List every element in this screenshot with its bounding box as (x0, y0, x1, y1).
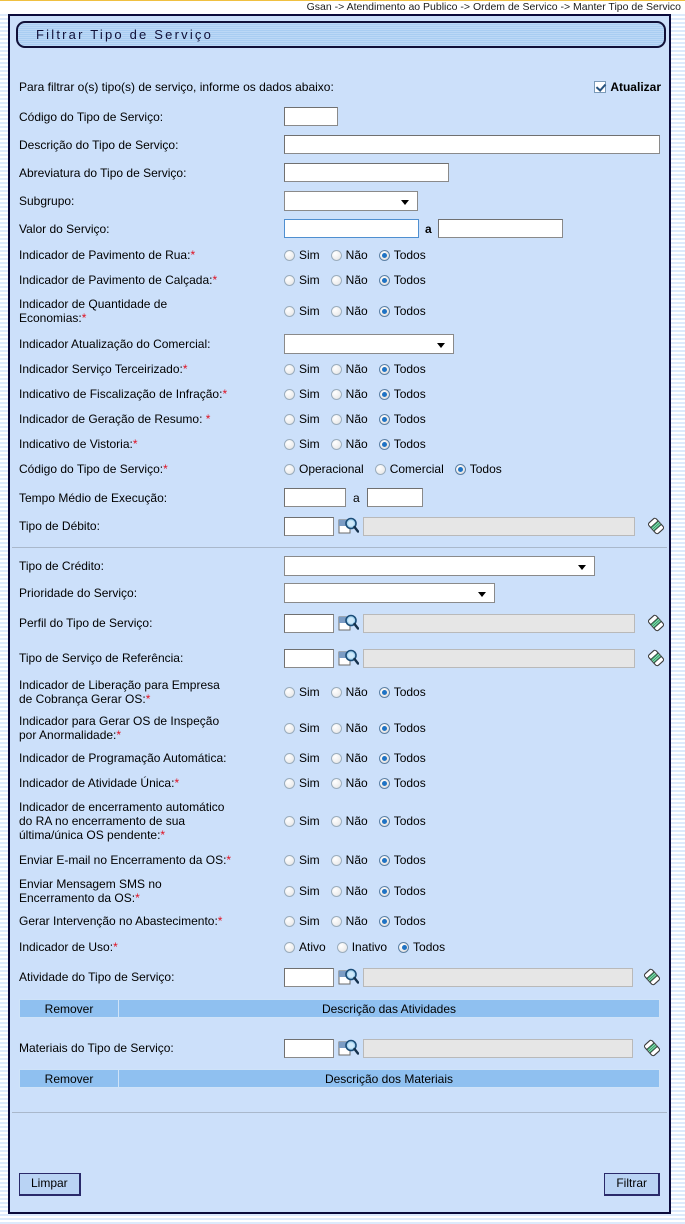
radio-liberacao-empresa-cobranca-nao[interactable]: Não (331, 685, 368, 699)
row-perfil-tipo-servico (10, 613, 669, 633)
label-codigo-tipo-servico: Código do Tipo de Serviço: (19, 109, 164, 124)
radio-icon[interactable] (398, 942, 409, 953)
label-pavimento-rua: Indicador de Pavimento de Rua:* (19, 248, 196, 262)
radio-encerramento-automatico-ra-todos[interactable]: Todos (379, 814, 426, 828)
radio-icon[interactable] (284, 753, 295, 764)
label-enviar-sms-encerramento: Enviar Mensagem SMS no Encerramento da OS:* (19, 877, 162, 905)
radio-atividade-unica-nao[interactable]: Não (331, 776, 368, 790)
radio-icon[interactable] (379, 687, 390, 698)
radio-icon[interactable] (284, 306, 295, 317)
label-tempo-medio-execucao: Tempo Médio de Execução: (19, 490, 168, 505)
materiais-remover-header[interactable]: Remover (19, 1069, 119, 1088)
row-abreviatura-tipo-servico (10, 163, 669, 182)
radio-icon[interactable] (379, 886, 390, 897)
radiogroup-encerramento-automatico-ra[interactable] (284, 814, 437, 828)
filter-form (10, 52, 669, 1212)
radiogroup-gerar-intervencao-abastecimento[interactable] (284, 914, 437, 928)
radiogroup-codigo-tipo-servico-classe[interactable] (284, 462, 513, 476)
row-tipo-servico-referencia (10, 648, 669, 668)
radio-enviar-email-todos[interactable]: Todos (379, 853, 426, 867)
radiogroup-pavimento-rua[interactable] (284, 248, 437, 262)
materiais-tipo-servico-code-input[interactable] (284, 1039, 334, 1058)
radio-gerar-intervencao-todos[interactable]: Todos (379, 914, 426, 928)
eraser-icon[interactable] (646, 648, 666, 668)
label-perfil-tipo-servico: Perfil do Tipo de Serviço: (19, 616, 153, 630)
radio-icon[interactable] (455, 464, 466, 475)
radio-pavimento-rua-sim[interactable]: Sim (284, 248, 320, 262)
tipo-debito-code-input[interactable] (284, 517, 334, 536)
radio-enviar-sms-nao[interactable]: Não (331, 884, 368, 898)
radio-geracao-resumo-nao[interactable]: Não (331, 412, 368, 426)
label-atividade-tipo-servico: Atividade do Tipo de Serviço: (19, 970, 175, 984)
radio-icon[interactable] (331, 414, 342, 425)
radiogroup-servico-terceirizado[interactable] (284, 362, 437, 376)
valor-servico-to-input[interactable] (438, 219, 563, 238)
radiogroup-enviar-sms-encerramento[interactable] (284, 884, 437, 898)
radio-quantidade-economias-sim[interactable]: Sim (284, 304, 320, 318)
radio-gerar-os-inspecao-todos[interactable]: Todos (379, 721, 426, 735)
radio-icon[interactable] (379, 723, 390, 734)
radio-programacao-automatica-todos[interactable]: Todos (379, 751, 426, 765)
radio-icon[interactable] (284, 464, 295, 475)
tipo-credito-select[interactable] (284, 556, 595, 576)
radiogroup-indicador-uso[interactable] (284, 940, 456, 954)
row-programacao-automatica (10, 751, 669, 765)
prioridade-servico-select[interactable] (284, 583, 495, 603)
radio-icon[interactable] (379, 855, 390, 866)
radio-icon[interactable] (331, 886, 342, 897)
radio-icon[interactable] (379, 816, 390, 827)
row-prioridade-servico (10, 583, 669, 603)
radio-gerar-intervencao-nao[interactable]: Não (331, 914, 368, 928)
radio-icon[interactable] (379, 916, 390, 927)
descricao-tipo-servico-input[interactable] (284, 135, 660, 154)
radio-pavimento-calcada-todos[interactable]: Todos (379, 273, 426, 287)
radio-liberacao-empresa-cobranca-sim[interactable]: Sim (284, 685, 320, 699)
radio-icon[interactable] (331, 306, 342, 317)
radio-icon[interactable] (284, 855, 295, 866)
label-enviar-email-encerramento: Enviar E-mail no Encerramento da OS:* (19, 853, 232, 867)
tipo-servico-referencia-code-input[interactable] (284, 649, 334, 668)
atualizar-checkbox-group[interactable] (594, 80, 661, 94)
tipo-debito-description-input (363, 517, 635, 536)
search-icon[interactable] (338, 1038, 359, 1058)
row-quantidade-economias (10, 297, 669, 325)
radio-icon[interactable] (284, 723, 295, 734)
label-prioridade-servico: Prioridade do Serviço: (19, 586, 138, 600)
radio-icon[interactable] (379, 414, 390, 425)
radio-enviar-sms-todos[interactable]: Todos (379, 884, 426, 898)
radio-indicador-uso-todos[interactable]: Todos (398, 940, 445, 954)
radio-icon[interactable] (284, 816, 295, 827)
label-indicador-atualizacao-comercial: Indicador Atualização do Comercial: (19, 337, 211, 351)
radio-icon[interactable] (331, 723, 342, 734)
label-encerramento-automatico-ra: Indicador de encerramento automático do RA no encerramento de sua última/única OS pendente:* (19, 800, 225, 842)
label-abreviatura-tipo-servico: Abreviatura do Tipo de Serviço: (19, 165, 187, 180)
radiogroup-quantidade-economias[interactable] (284, 304, 437, 318)
radio-icon[interactable] (379, 250, 390, 261)
row-pavimento-rua (10, 248, 669, 262)
radio-gerar-intervencao-sim[interactable]: Sim (284, 914, 320, 928)
radio-encerramento-automatico-ra-nao[interactable]: Não (331, 814, 368, 828)
radio-icon[interactable] (331, 364, 342, 375)
radio-icon[interactable] (284, 942, 295, 953)
search-icon[interactable] (338, 967, 359, 987)
radio-icon[interactable] (331, 389, 342, 400)
label-quantidade-economias: Indicador de Quantidade de Economias:* (19, 297, 168, 325)
subgrupo-select[interactable] (284, 191, 418, 211)
radio-vistoria-sim[interactable]: Sim (284, 437, 320, 451)
row-codigo-tipo-servico (10, 107, 669, 126)
row-gerar-os-inspecao (10, 714, 669, 742)
radio-icon[interactable] (375, 464, 386, 475)
radiogroup-vistoria[interactable] (284, 437, 437, 451)
codigo-tipo-servico-input[interactable] (284, 107, 338, 126)
breadcrumb-bar (0, 0, 685, 14)
radio-icon[interactable] (331, 916, 342, 927)
row-tempo-medio-execucao (10, 488, 669, 507)
radiogroup-fiscalizacao-infracao[interactable] (284, 387, 437, 401)
label-indicador-uso: Indicador de Uso:* (19, 940, 118, 954)
label-gerar-os-inspecao: Indicador para Gerar OS de Inspeção por Anormalidade:* (19, 714, 220, 742)
atualizar-checkbox[interactable] (594, 81, 606, 93)
radio-geracao-resumo-sim[interactable]: Sim (284, 412, 320, 426)
radio-enviar-email-sim[interactable]: Sim (284, 853, 320, 867)
radio-vistoria-nao[interactable]: Não (331, 437, 368, 451)
valor-servico-separator: a (425, 221, 432, 236)
radiogroup-atividade-unica[interactable] (284, 776, 437, 790)
radio-liberacao-empresa-cobranca-todos[interactable]: Todos (379, 685, 426, 699)
radio-servico-terceirizado-sim[interactable]: Sim (284, 362, 320, 376)
row-enviar-email-encerramento (10, 853, 669, 867)
row-servico-terceirizado (10, 362, 669, 376)
radio-icon[interactable] (284, 389, 295, 400)
perfil-tipo-servico-description-input (363, 614, 635, 633)
radio-classe-todos[interactable]: Todos (455, 462, 502, 476)
radio-icon[interactable] (284, 687, 295, 698)
materiais-grid-header (19, 1069, 660, 1088)
radio-icon[interactable] (284, 439, 295, 450)
tipo-servico-referencia-description-input (363, 649, 635, 668)
filter-panel (8, 14, 671, 1214)
atividades-grid-header (19, 999, 660, 1018)
label-programacao-automatica: Indicador de Programação Automática: (19, 751, 227, 765)
row-tipo-credito (10, 556, 669, 576)
radio-gerar-os-inspecao-nao[interactable]: Não (331, 721, 368, 735)
label-valor-servico: Valor do Serviço: (19, 221, 110, 236)
radio-classe-operacional[interactable]: Operacional (284, 462, 364, 476)
label-pavimento-calcada: Indicador de Pavimento de Calçada:* (19, 273, 218, 287)
radio-quantidade-economias-todos[interactable]: Todos (379, 304, 426, 318)
radio-icon[interactable] (379, 439, 390, 450)
row-indicador-atualizacao-comercial (10, 334, 669, 354)
row-atividade-unica (10, 776, 669, 790)
label-subgrupo: Subgrupo: (19, 194, 75, 208)
radio-programacao-automatica-sim[interactable]: Sim (284, 751, 320, 765)
radio-encerramento-automatico-ra-sim[interactable]: Sim (284, 814, 320, 828)
radio-gerar-os-inspecao-sim[interactable]: Sim (284, 721, 320, 735)
label-liberacao-empresa-cobranca: Indicador de Liberação para Empresa de Cobrança Gerar OS:* (19, 678, 220, 706)
row-descricao-tipo-servico (10, 135, 669, 154)
valor-servico-from-input[interactable] (284, 219, 419, 238)
radio-icon[interactable] (331, 778, 342, 789)
row-encerramento-automatico-ra (10, 800, 669, 842)
radio-indicador-uso-ativo[interactable]: Ativo (284, 940, 326, 954)
materiais-descricao-header: Descrição dos Materiais (119, 1069, 660, 1088)
radio-pavimento-rua-nao[interactable]: Não (331, 248, 368, 262)
radio-pavimento-calcada-nao[interactable]: Não (331, 273, 368, 287)
search-icon[interactable] (338, 613, 359, 633)
row-fiscalizacao-infracao (10, 387, 669, 401)
radio-vistoria-todos[interactable]: Todos (379, 437, 426, 451)
page-title: Filtrar Tipo de Serviço (36, 27, 214, 42)
radio-icon[interactable] (284, 886, 295, 897)
label-tipo-servico-referencia: Tipo de Serviço de Referência: (19, 651, 184, 665)
radio-icon[interactable] (284, 916, 295, 927)
radio-pavimento-rua-todos[interactable]: Todos (379, 248, 426, 262)
row-gerar-intervencao-abastecimento (10, 914, 669, 928)
radio-icon[interactable] (331, 275, 342, 286)
row-materiais-tipo-servico (10, 1038, 669, 1058)
row-enviar-sms-encerramento (10, 877, 669, 905)
label-geracao-resumo: Indicador de Geração de Resumo: * (19, 412, 211, 426)
label-materiais-tipo-servico: Materiais do Tipo de Serviço: (19, 1041, 174, 1055)
label-tipo-credito: Tipo de Crédito: (19, 559, 104, 573)
radio-enviar-email-nao[interactable]: Não (331, 853, 368, 867)
radio-icon[interactable] (331, 687, 342, 698)
eraser-icon[interactable] (646, 613, 666, 633)
radio-enviar-sms-sim[interactable]: Sim (284, 884, 320, 898)
radio-icon[interactable] (331, 753, 342, 764)
radio-icon[interactable] (284, 778, 295, 789)
label-vistoria: Indicativo de Vistoria:* (19, 437, 138, 451)
radiogroup-geracao-resumo[interactable] (284, 412, 437, 426)
label-atividade-unica: Indicador de Atividade Única:* (19, 776, 180, 790)
radio-servico-terceirizado-nao[interactable]: Não (331, 362, 368, 376)
radio-icon[interactable] (331, 855, 342, 866)
radio-icon[interactable] (284, 250, 295, 261)
radiogroup-programacao-automatica[interactable] (284, 751, 437, 765)
radio-icon[interactable] (379, 275, 390, 286)
radio-atividade-unica-sim[interactable]: Sim (284, 776, 320, 790)
label-gerar-intervencao-abastecimento: Gerar Intervenção no Abastecimento:* (19, 914, 223, 928)
row-pavimento-calcada (10, 273, 669, 287)
row-geracao-resumo (10, 412, 669, 426)
atualizar-label: Atualizar (610, 80, 661, 94)
abreviatura-tipo-servico-input[interactable] (284, 163, 449, 182)
radio-icon[interactable] (284, 275, 295, 286)
indicador-atualizacao-comercial-select[interactable] (284, 334, 454, 354)
label-tipo-debito: Tipo de Débito: (19, 519, 100, 533)
search-icon[interactable] (338, 648, 359, 668)
row-liberacao-empresa-cobranca (10, 678, 669, 706)
radio-icon[interactable] (379, 389, 390, 400)
radiogroup-enviar-email-encerramento[interactable] (284, 853, 437, 867)
action-buttons (19, 1173, 660, 1196)
radio-icon[interactable] (331, 439, 342, 450)
row-valor-servico (10, 219, 669, 238)
tempo-medio-separator: a (353, 490, 360, 505)
radio-programacao-automatica-nao[interactable]: Não (331, 751, 368, 765)
tempo-medio-from-input[interactable] (284, 488, 346, 507)
atividades-remover-header[interactable]: Remover (19, 999, 119, 1018)
search-icon[interactable] (338, 516, 359, 536)
instruction-text: Para filtrar o(s) tipo(s) de serviço, informe os dados abaixo: (19, 80, 334, 94)
label-codigo-tipo-servico-classe: Código do Tipo de Serviço:* (19, 462, 168, 476)
row-vistoria (10, 437, 669, 451)
radio-atividade-unica-todos[interactable]: Todos (379, 776, 426, 790)
row-indicador-uso (10, 940, 669, 954)
limpar-button[interactable]: Limpar (19, 1173, 81, 1196)
label-descricao-tipo-servico: Descrição do Tipo de Serviço: (19, 137, 179, 152)
radio-icon[interactable] (337, 942, 348, 953)
radiogroup-pavimento-calcada[interactable] (284, 273, 437, 287)
perfil-tipo-servico-code-input[interactable] (284, 614, 334, 633)
row-tipo-debito (10, 516, 669, 536)
label-fiscalizacao-infracao: Indicativo de Fiscalização de Infração:* (19, 387, 228, 401)
section-divider (12, 547, 667, 548)
filtrar-button[interactable]: Filtrar (604, 1173, 660, 1196)
row-subgrupo (10, 191, 669, 211)
panel-titlebar (16, 21, 666, 48)
radio-icon[interactable] (379, 778, 390, 789)
materiais-tipo-servico-description-input (363, 1039, 633, 1058)
radio-fiscalizacao-infracao-todos[interactable]: Todos (379, 387, 426, 401)
eraser-icon[interactable] (642, 967, 662, 987)
radio-indicador-uso-inativo[interactable]: Inativo (337, 940, 387, 954)
eraser-icon[interactable] (646, 516, 666, 536)
atividade-tipo-servico-description-input (363, 968, 633, 987)
radio-fiscalizacao-infracao-nao[interactable]: Não (331, 387, 368, 401)
radiogroup-gerar-os-inspecao[interactable] (284, 721, 437, 735)
label-servico-terceirizado: Indicador Serviço Terceirizado:* (19, 362, 188, 376)
tempo-medio-to-input[interactable] (367, 488, 423, 507)
breadcrumb: Gsan -> Atendimento ao Publico -> Ordem de Servico -> Manter Tipo de Servico (306, 1, 681, 13)
radiogroup-liberacao-empresa-cobranca[interactable] (284, 685, 437, 699)
row-atividade-tipo-servico (10, 967, 669, 987)
radio-geracao-resumo-todos[interactable]: Todos (379, 412, 426, 426)
radio-icon[interactable] (284, 364, 295, 375)
radio-quantidade-economias-nao[interactable]: Não (331, 304, 368, 318)
eraser-icon[interactable] (642, 1038, 662, 1058)
lead-row (19, 80, 661, 94)
radio-pavimento-calcada-sim[interactable]: Sim (284, 273, 320, 287)
radio-fiscalizacao-infracao-sim[interactable]: Sim (284, 387, 320, 401)
radio-icon[interactable] (331, 250, 342, 261)
radio-icon[interactable] (379, 306, 390, 317)
atividades-descricao-header: Descrição das Atividades (119, 999, 660, 1018)
radio-icon[interactable] (379, 753, 390, 764)
radio-classe-comercial[interactable]: Comercial (375, 462, 444, 476)
row-codigo-tipo-servico-classe (10, 462, 669, 476)
radio-icon[interactable] (379, 364, 390, 375)
radio-servico-terceirizado-todos[interactable]: Todos (379, 362, 426, 376)
atividade-tipo-servico-code-input[interactable] (284, 968, 334, 987)
radio-icon[interactable] (331, 816, 342, 827)
footer-divider (12, 1112, 667, 1113)
radio-icon[interactable] (284, 414, 295, 425)
